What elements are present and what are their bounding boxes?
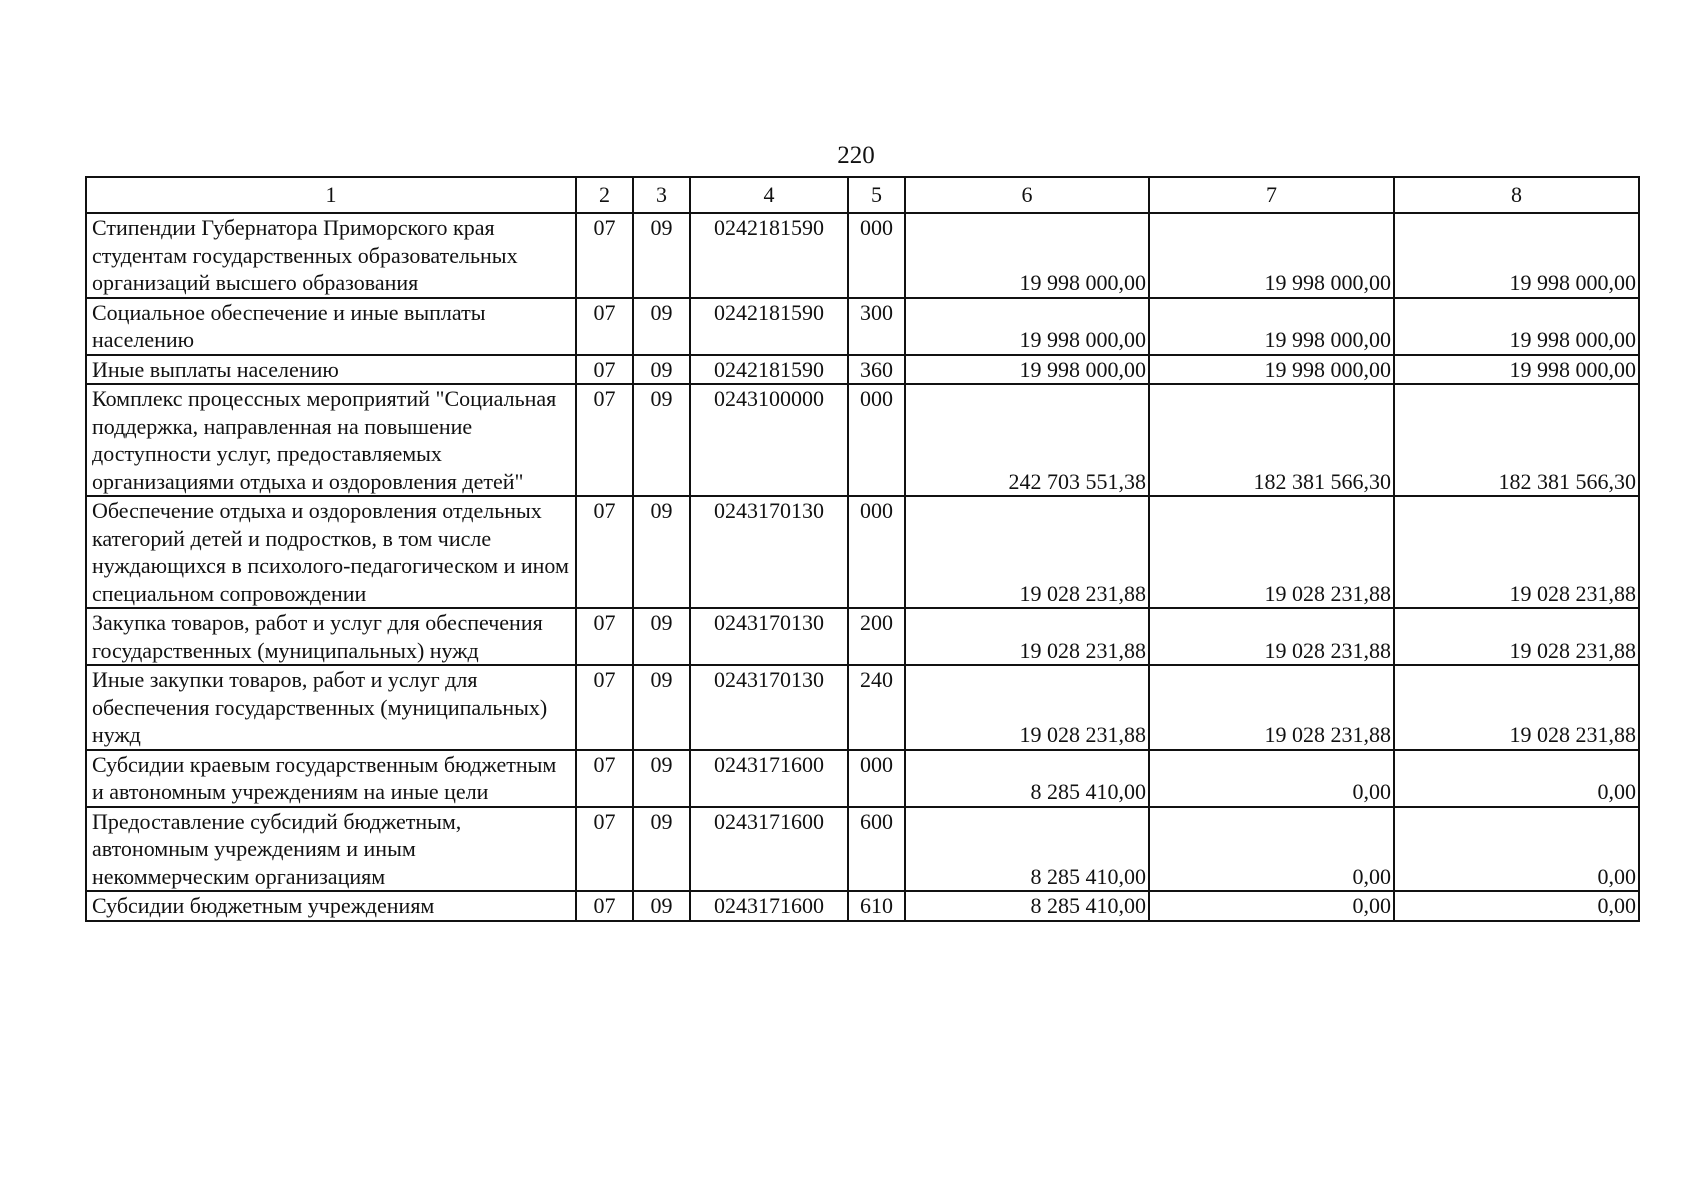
amount-col-7: 19 998 000,00 (1149, 355, 1394, 385)
header-col-8: 8 (1394, 177, 1639, 213)
amount-col-8: 19 028 231,88 (1394, 665, 1639, 750)
section-code: 07 (576, 891, 633, 921)
section-code: 07 (576, 608, 633, 665)
section-code: 07 (576, 298, 633, 355)
amount-col-8: 19 998 000,00 (1394, 298, 1639, 355)
item-name: Обеспечение отдыха и оздоровления отдельных категорий детей и подростков, в том числе нуждающихся в психолого-педагогическом и ином специальном сопровождении (86, 496, 576, 608)
expense-type-code: 610 (848, 891, 905, 921)
amount-col-7: 182 381 566,30 (1149, 384, 1394, 496)
target-article-code: 0243171600 (690, 750, 848, 807)
expense-type-code: 000 (848, 213, 905, 298)
expense-type-code: 300 (848, 298, 905, 355)
amount-col-8: 19 028 231,88 (1394, 608, 1639, 665)
subsection-code: 09 (633, 213, 690, 298)
target-article-code: 0243170130 (690, 665, 848, 750)
amount-col-6: 19 028 231,88 (905, 496, 1149, 608)
subsection-code: 09 (633, 807, 690, 892)
amount-col-7: 19 028 231,88 (1149, 496, 1394, 608)
amount-col-8: 182 381 566,30 (1394, 384, 1639, 496)
section-code: 07 (576, 807, 633, 892)
amount-col-7: 0,00 (1149, 891, 1394, 921)
item-name: Иные закупки товаров, работ и услуг для обеспечения государственных (муниципальных) нужд (86, 665, 576, 750)
amount-col-6: 242 703 551,38 (905, 384, 1149, 496)
amount-col-6: 19 998 000,00 (905, 298, 1149, 355)
expense-type-code: 600 (848, 807, 905, 892)
header-col-7: 7 (1149, 177, 1394, 213)
section-code: 07 (576, 496, 633, 608)
section-code: 07 (576, 384, 633, 496)
item-name: Субсидии краевым государственным бюджетным и автономным учреждениям на иные цели (86, 750, 576, 807)
expense-type-code: 000 (848, 750, 905, 807)
target-article-code: 0242181590 (690, 298, 848, 355)
expense-type-code: 360 (848, 355, 905, 385)
amount-col-6: 8 285 410,00 (905, 891, 1149, 921)
amount-col-8: 19 998 000,00 (1394, 213, 1639, 298)
amount-col-7: 19 028 231,88 (1149, 608, 1394, 665)
table-row (86, 213, 1639, 298)
section-code: 07 (576, 750, 633, 807)
amount-col-7: 19 998 000,00 (1149, 298, 1394, 355)
table-row (86, 298, 1639, 355)
amount-col-8: 19 028 231,88 (1394, 496, 1639, 608)
item-name: Субсидии бюджетным учреждениям (86, 891, 576, 921)
page-number: 220 (837, 142, 875, 169)
header-row (86, 177, 1639, 213)
subsection-code: 09 (633, 298, 690, 355)
header-col-6: 6 (905, 177, 1149, 213)
table-row (86, 665, 1639, 750)
item-name: Предоставление субсидий бюджетным, автономным учреждениям и иным некоммерческим организациям (86, 807, 576, 892)
amount-col-6: 19 998 000,00 (905, 355, 1149, 385)
subsection-code: 09 (633, 496, 690, 608)
amount-col-7: 0,00 (1149, 807, 1394, 892)
target-article-code: 0242181590 (690, 355, 848, 385)
amount-col-7: 0,00 (1149, 750, 1394, 807)
item-name: Иные выплаты населению (86, 355, 576, 385)
expense-type-code: 240 (848, 665, 905, 750)
amount-col-6: 19 028 231,88 (905, 665, 1149, 750)
amount-col-8: 0,00 (1394, 807, 1639, 892)
expense-type-code: 000 (848, 496, 905, 608)
item-name: Закупка товаров, работ и услуг для обеспечения государственных (муниципальных) нужд (86, 608, 576, 665)
table-row (86, 355, 1639, 385)
amount-col-6: 19 998 000,00 (905, 213, 1149, 298)
amount-col-7: 19 028 231,88 (1149, 665, 1394, 750)
target-article-code: 0243171600 (690, 807, 848, 892)
table-row (86, 496, 1639, 608)
subsection-code: 09 (633, 608, 690, 665)
item-name: Стипендии Губернатора Приморского края студентам государственных образовательных организаций высшего образования (86, 213, 576, 298)
table-header (86, 177, 1639, 213)
section-code: 07 (576, 213, 633, 298)
header-col-2: 2 (576, 177, 633, 213)
subsection-code: 09 (633, 891, 690, 921)
target-article-code: 0243170130 (690, 608, 848, 665)
subsection-code: 09 (633, 384, 690, 496)
amount-col-8: 0,00 (1394, 750, 1639, 807)
header-col-3: 3 (633, 177, 690, 213)
amount-col-6: 8 285 410,00 (905, 807, 1149, 892)
budget-table (85, 176, 1640, 922)
subsection-code: 09 (633, 750, 690, 807)
amount-col-7: 19 998 000,00 (1149, 213, 1394, 298)
amount-col-8: 0,00 (1394, 891, 1639, 921)
header-col-5: 5 (848, 177, 905, 213)
subsection-code: 09 (633, 355, 690, 385)
target-article-code: 0242181590 (690, 213, 848, 298)
table-row (86, 608, 1639, 665)
target-article-code: 0243100000 (690, 384, 848, 496)
amount-col-8: 19 998 000,00 (1394, 355, 1639, 385)
expense-type-code: 200 (848, 608, 905, 665)
table-row (86, 807, 1639, 892)
amount-col-6: 8 285 410,00 (905, 750, 1149, 807)
target-article-code: 0243170130 (690, 496, 848, 608)
header-col-1: 1 (86, 177, 576, 213)
table-row (86, 750, 1639, 807)
table-row (86, 384, 1639, 496)
item-name: Комплекс процессных мероприятий "Социальная поддержка, направленная на повышение доступности услуг, предоставляемых организациями отдыха и оздоровления детей" (86, 384, 576, 496)
target-article-code: 0243171600 (690, 891, 848, 921)
table-row (86, 891, 1639, 921)
subsection-code: 09 (633, 665, 690, 750)
table-body (86, 213, 1639, 921)
amount-col-6: 19 028 231,88 (905, 608, 1149, 665)
section-code: 07 (576, 355, 633, 385)
section-code: 07 (576, 665, 633, 750)
header-col-4: 4 (690, 177, 848, 213)
item-name: Социальное обеспечение и иные выплаты населению (86, 298, 576, 355)
expense-type-code: 000 (848, 384, 905, 496)
